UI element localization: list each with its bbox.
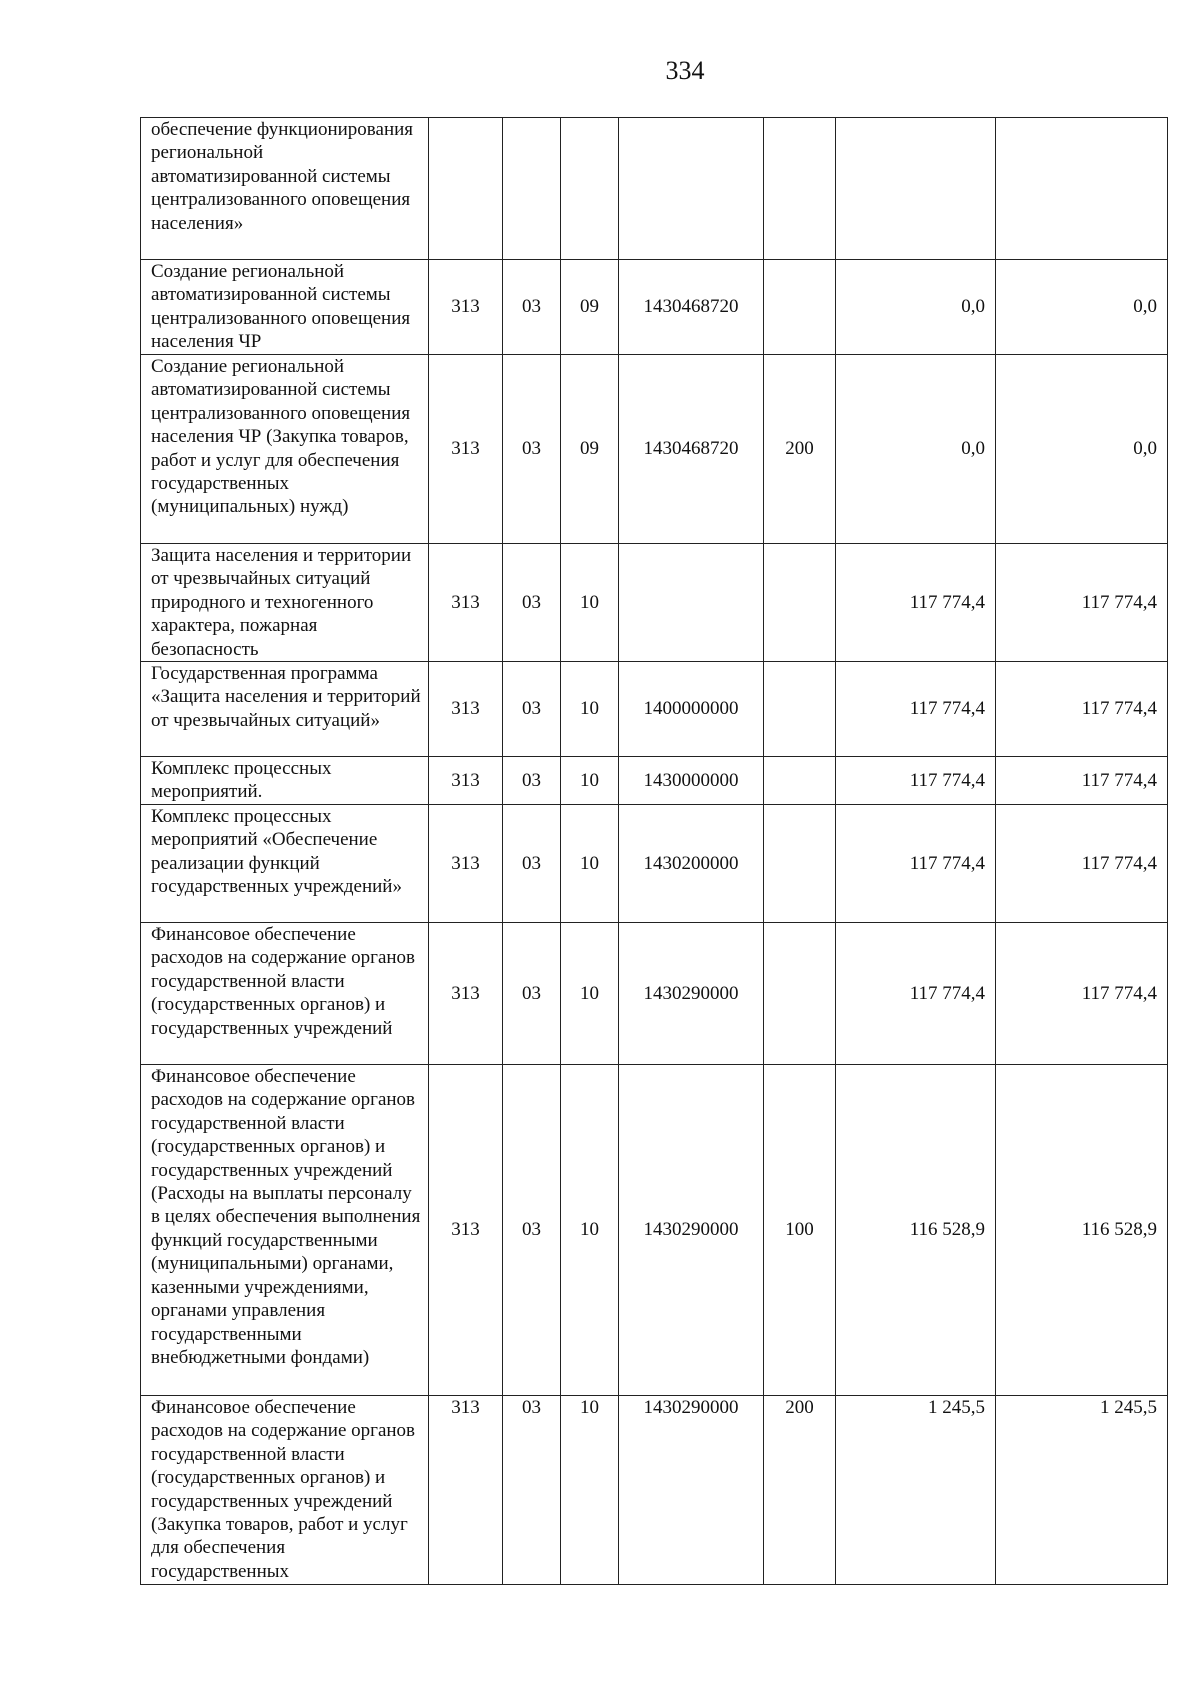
subsection-code: 10 xyxy=(561,544,619,662)
sum-year-2: 117 774,4 xyxy=(996,662,1168,757)
ministry-code: 313 xyxy=(429,544,503,662)
section-code: 03 xyxy=(503,1396,561,1585)
ministry-code xyxy=(429,118,503,260)
table-row xyxy=(141,118,1168,260)
ministry-code: 313 xyxy=(429,923,503,1065)
sum-year-2: 117 774,4 xyxy=(996,805,1168,923)
subsection-code: 10 xyxy=(561,1396,619,1585)
expense-type-code xyxy=(764,118,836,260)
row-name: Создание региональной автоматизированной системы централизованного оповещения населения ЧР (Закупка товаров, работ и услуг для обеспечения государственных (муниципальных) нужд) xyxy=(141,355,429,544)
ministry-code: 313 xyxy=(429,805,503,923)
row-name: Государственная программа «Защита населения и территорий от чрезвычайных ситуаций» xyxy=(141,662,429,757)
expense-type-code xyxy=(764,662,836,757)
sum-year-1: 117 774,4 xyxy=(836,805,996,923)
expense-type-code: 200 xyxy=(764,1396,836,1585)
sum-year-1: 0,0 xyxy=(836,260,996,355)
section-code: 03 xyxy=(503,662,561,757)
target-article-code: 1400000000 xyxy=(619,662,764,757)
expense-type-code xyxy=(764,805,836,923)
sum-year-1: 116 528,9 xyxy=(836,1065,996,1396)
sum-year-2: 117 774,4 xyxy=(996,757,1168,805)
row-name: Создание региональной автоматизированной системы централизованного оповещения населения ЧР xyxy=(141,260,429,355)
subsection-code: 10 xyxy=(561,923,619,1065)
row-name: Комплекс процессных мероприятий. xyxy=(141,757,429,805)
ministry-code: 313 xyxy=(429,662,503,757)
section-code: 03 xyxy=(503,923,561,1065)
subsection-code: 09 xyxy=(561,260,619,355)
section-code: 03 xyxy=(503,260,561,355)
row-name: обеспечение функционирования региональной автоматизированной системы централизованного оповещения населения» xyxy=(141,118,429,260)
table-row xyxy=(141,805,1168,923)
target-article-code: 1430468720 xyxy=(619,260,764,355)
row-name: Комплекс процессных мероприятий «Обеспечение реализации функций государственных учреждений» xyxy=(141,805,429,923)
budget-table xyxy=(140,117,1168,1585)
sum-year-2 xyxy=(996,118,1168,260)
subsection-code xyxy=(561,118,619,260)
target-article-code: 1430290000 xyxy=(619,1396,764,1585)
sum-year-1: 117 774,4 xyxy=(836,544,996,662)
sum-year-1: 0,0 xyxy=(836,355,996,544)
sum-year-2: 117 774,4 xyxy=(996,923,1168,1065)
ministry-code: 313 xyxy=(429,757,503,805)
subsection-code: 10 xyxy=(561,1065,619,1396)
sum-year-2: 0,0 xyxy=(996,260,1168,355)
row-name: Финансовое обеспечение расходов на содержание органов государственной власти (государственных органов) и государственных учреждений xyxy=(141,923,429,1065)
target-article-code xyxy=(619,544,764,662)
ministry-code: 313 xyxy=(429,1065,503,1396)
ministry-code: 313 xyxy=(429,355,503,544)
sum-year-1: 1 245,5 xyxy=(836,1396,996,1585)
sum-year-2: 117 774,4 xyxy=(996,544,1168,662)
section-code: 03 xyxy=(503,757,561,805)
table-row xyxy=(141,923,1168,1065)
table-row xyxy=(141,355,1168,544)
target-article-code xyxy=(619,118,764,260)
target-article-code: 1430200000 xyxy=(619,805,764,923)
sum-year-1: 117 774,4 xyxy=(836,757,996,805)
target-article-code: 1430290000 xyxy=(619,1065,764,1396)
sum-year-1 xyxy=(836,118,996,260)
section-code xyxy=(503,118,561,260)
expense-type-code xyxy=(764,757,836,805)
ministry-code: 313 xyxy=(429,1396,503,1585)
table-row xyxy=(141,757,1168,805)
subsection-code: 10 xyxy=(561,662,619,757)
sum-year-2: 1 245,5 xyxy=(996,1396,1168,1585)
section-code: 03 xyxy=(503,1065,561,1396)
section-code: 03 xyxy=(503,355,561,544)
target-article-code: 1430468720 xyxy=(619,355,764,544)
expense-type-code xyxy=(764,923,836,1065)
ministry-code: 313 xyxy=(429,260,503,355)
section-code: 03 xyxy=(503,805,561,923)
expense-type-code: 100 xyxy=(764,1065,836,1396)
page-number: 334 xyxy=(665,56,705,85)
table-row xyxy=(141,544,1168,662)
table-row xyxy=(141,1065,1168,1396)
subsection-code: 10 xyxy=(561,757,619,805)
expense-type-code xyxy=(764,544,836,662)
subsection-code: 10 xyxy=(561,805,619,923)
sum-year-1: 117 774,4 xyxy=(836,923,996,1065)
table-row xyxy=(141,662,1168,757)
row-name: Финансовое обеспечение расходов на содержание органов государственной власти (государственных органов) и государственных учреждений (Закупка товаров, работ и услуг для обеспечения государственных xyxy=(141,1396,429,1585)
section-code: 03 xyxy=(503,544,561,662)
table-row xyxy=(141,1396,1168,1585)
row-name: Финансовое обеспечение расходов на содержание органов государственной власти (государственных органов) и государственных учреждений (Расходы на выплаты персоналу в целях обеспечения выполнения функций государственными (муниципальными) органами, казенными учреждениями, органами управления государственными внебюджетными фондами) xyxy=(141,1065,429,1396)
target-article-code: 1430290000 xyxy=(619,923,764,1065)
table-row xyxy=(141,260,1168,355)
expense-type-code xyxy=(764,260,836,355)
sum-year-2: 116 528,9 xyxy=(996,1065,1168,1396)
expense-type-code: 200 xyxy=(764,355,836,544)
sum-year-2: 0,0 xyxy=(996,355,1168,544)
sum-year-1: 117 774,4 xyxy=(836,662,996,757)
row-name: Защита населения и территории от чрезвычайных ситуаций природного и техногенного характера, пожарная безопасность xyxy=(141,544,429,662)
subsection-code: 09 xyxy=(561,355,619,544)
target-article-code: 1430000000 xyxy=(619,757,764,805)
